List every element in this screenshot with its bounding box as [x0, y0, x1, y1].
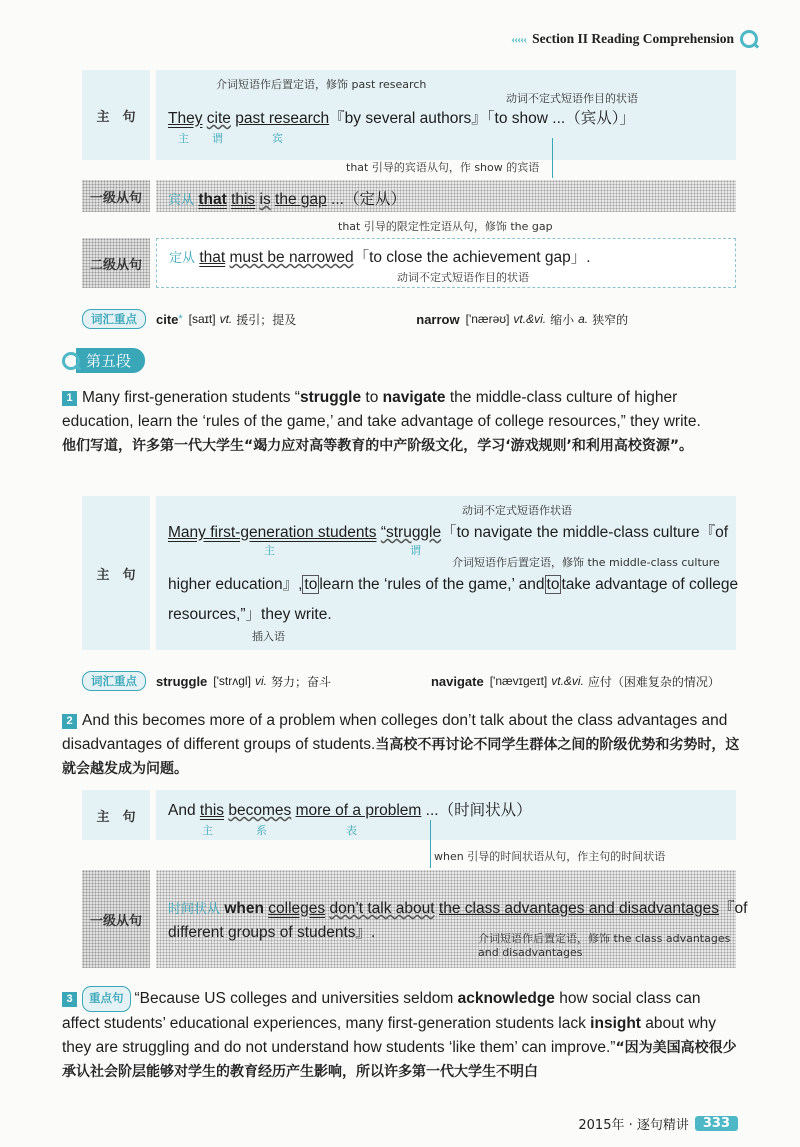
vocab-tag: 词汇重点	[82, 309, 146, 329]
note-purpose: 动词不定式短语作目的状语	[397, 271, 529, 284]
page-number: 333	[695, 1116, 738, 1131]
footer-label: 2015年 · 逐句精讲	[578, 1118, 689, 1133]
pos: vt.&vi.	[513, 312, 547, 326]
label-subject: 主	[264, 545, 275, 557]
vocab-word: struggle	[156, 673, 208, 689]
definition: 缩小	[550, 312, 575, 327]
note-time-clause: when 引导的时间状语从句，作主句的时间状语	[434, 850, 666, 863]
section-header	[511, 30, 758, 48]
phonetic: [saɪt]	[188, 312, 216, 326]
section-title: 第五段	[76, 348, 145, 373]
label-predicative: 表	[346, 825, 357, 837]
note-pp: 介词短语作后置定语，修饰 the class advantages and disadvantages	[478, 932, 731, 959]
level1-label: 一级从句	[82, 870, 150, 968]
vocab-tag: 词汇重点	[82, 671, 146, 691]
level1-line-1: 时间状从 when colleges don’t talk about the class advantages and disadvantages『of	[168, 900, 748, 917]
label-verb: 谓	[212, 133, 223, 145]
connector-arrow	[552, 138, 553, 178]
main-clause-box	[156, 496, 739, 650]
pos: vi.	[254, 674, 267, 688]
note-pp: 介词短语作后置定语，修饰 past research	[216, 78, 427, 91]
label-subject: 主	[202, 825, 213, 837]
translation: 当高校不再讨论不同学生群体之间的阶级优势和劣势时，这就会越发成为问题。	[62, 737, 740, 777]
pos: a.	[578, 312, 589, 326]
translation: 他们写道，许多第一代大学生“竭力应对高等教育的中产阶级文化，学习‘游戏规则’和利用高校资源”。	[62, 438, 694, 454]
section-title: Section II Reading Comprehension	[532, 31, 734, 46]
vocab-row-1	[82, 309, 742, 329]
label-verb: 谓	[410, 545, 421, 557]
connector-arrow	[430, 820, 431, 868]
paragraph-3: 3 重点句 “Because US colleges and universities seldom acknowledge how social class can affect students’ educational experiences, many first-generation students lack insight about why they are struggling and do not understand how students ‘like them’ can improve.”“因为美国高校很少承认社会阶层能够对学生的教育经历产生影响，所以许多第一代大学生不明白	[62, 986, 740, 1084]
level1-label: 一级从句	[82, 180, 150, 212]
main-clause-label: 主 句	[82, 496, 150, 650]
paragraph-1: 1 Many first-generation students “struggle to navigate the middle-class culture of higher education, learn the ‘rules of the game,’ and take advantage of college resources,” they write. 他们写道，许多第一代大学生“竭力应对高等教育的中产阶级文化，学习‘游戏规则’和利用高校资源”。	[62, 386, 740, 458]
definition: 应付（困难复杂的情况）	[587, 674, 720, 689]
translation: “因为美国高校很少承认社会阶层能够对学生的教育经历产生影响，所以许多第一代大学生不明白	[62, 1040, 737, 1080]
page-footer	[578, 1114, 738, 1133]
sentence-number: 1	[62, 391, 77, 406]
pos: vt.&vi.	[551, 674, 584, 688]
main-clause-box	[156, 70, 736, 160]
pos: vt.	[219, 312, 233, 326]
vocab-word: narrow	[416, 311, 460, 327]
note-inf: 动词不定式短语作状语	[462, 504, 572, 517]
note-inf: 动词不定式短语作目的状语	[506, 92, 638, 105]
note-pp: 介词短语作后置定语，修饰 the middle-class culture	[452, 556, 720, 569]
vocab-row-2	[82, 671, 762, 691]
main-clause-label: 主 句	[82, 70, 150, 160]
level2-box	[156, 238, 736, 288]
note-attributive-clause: that 引导的限定性定语从句，修饰 the gap	[338, 220, 553, 233]
phonetic: ['nævɪgeɪt]	[489, 674, 548, 688]
section-heading	[62, 348, 145, 373]
vocab-word: cite	[156, 311, 179, 327]
label-subject: 主	[178, 133, 189, 145]
line-3: resources,”」they write.	[168, 606, 332, 623]
phonetic: ['strʌgl]	[213, 674, 251, 688]
key-sentence-tag: 重点句	[82, 986, 131, 1012]
line-1: Many first-generation students “struggle「to navigate the middle-class culture『of	[168, 524, 729, 541]
level1-line-2: different groups of students』.	[168, 924, 376, 941]
sentence-number: 3	[62, 992, 77, 1007]
paragraph-2: 2 And this becomes more of a problem when colleges don’t talk about the class advantages and disadvantages of different groups of students.当高校不再讨论不同学生群体之间的阶级优势和劣势时，这就会越发成为问题。	[62, 712, 740, 777]
main-sentence: They cite past research『by several authors』「to show ...（宾从）」	[168, 110, 635, 127]
main-sentence: And this becomes more of a problem ...（时间状从）	[168, 802, 532, 819]
definition: 援引；提及	[236, 312, 297, 327]
level2-sentence: 定从 that must be narrowed「to close the achievement gap」.	[169, 249, 591, 266]
chevrons-icon: ‹‹‹‹‹	[511, 31, 527, 46]
vocab-word: navigate	[430, 673, 484, 689]
star-icon: *	[178, 313, 183, 325]
magnifier-icon	[62, 352, 80, 370]
level1-box	[156, 870, 748, 968]
label-object: 宾	[272, 133, 283, 145]
level1-box	[156, 180, 736, 212]
main-clause-box	[156, 790, 736, 840]
phonetic: ['nærəʊ]	[465, 312, 510, 326]
level2-label: 二级从句	[82, 238, 150, 288]
main-clause-label: 主 句	[82, 790, 150, 840]
level1-sentence: 宾从 that this is the gap ...（定从）	[168, 191, 406, 208]
definition: 努力；奋斗	[270, 674, 331, 689]
sentence-number: 2	[62, 714, 77, 729]
note-object-clause: that 引导的宾语从句，作 show 的宾语	[346, 161, 540, 174]
magnifier-icon	[740, 30, 758, 48]
note-parenthetical: 插入语	[252, 630, 285, 643]
line-2: higher education』, to learn the ‘rules of the game,’ and to take advantage of college	[168, 576, 739, 593]
label-verb: 系	[256, 825, 267, 837]
definition: 狭窄的	[592, 312, 629, 327]
